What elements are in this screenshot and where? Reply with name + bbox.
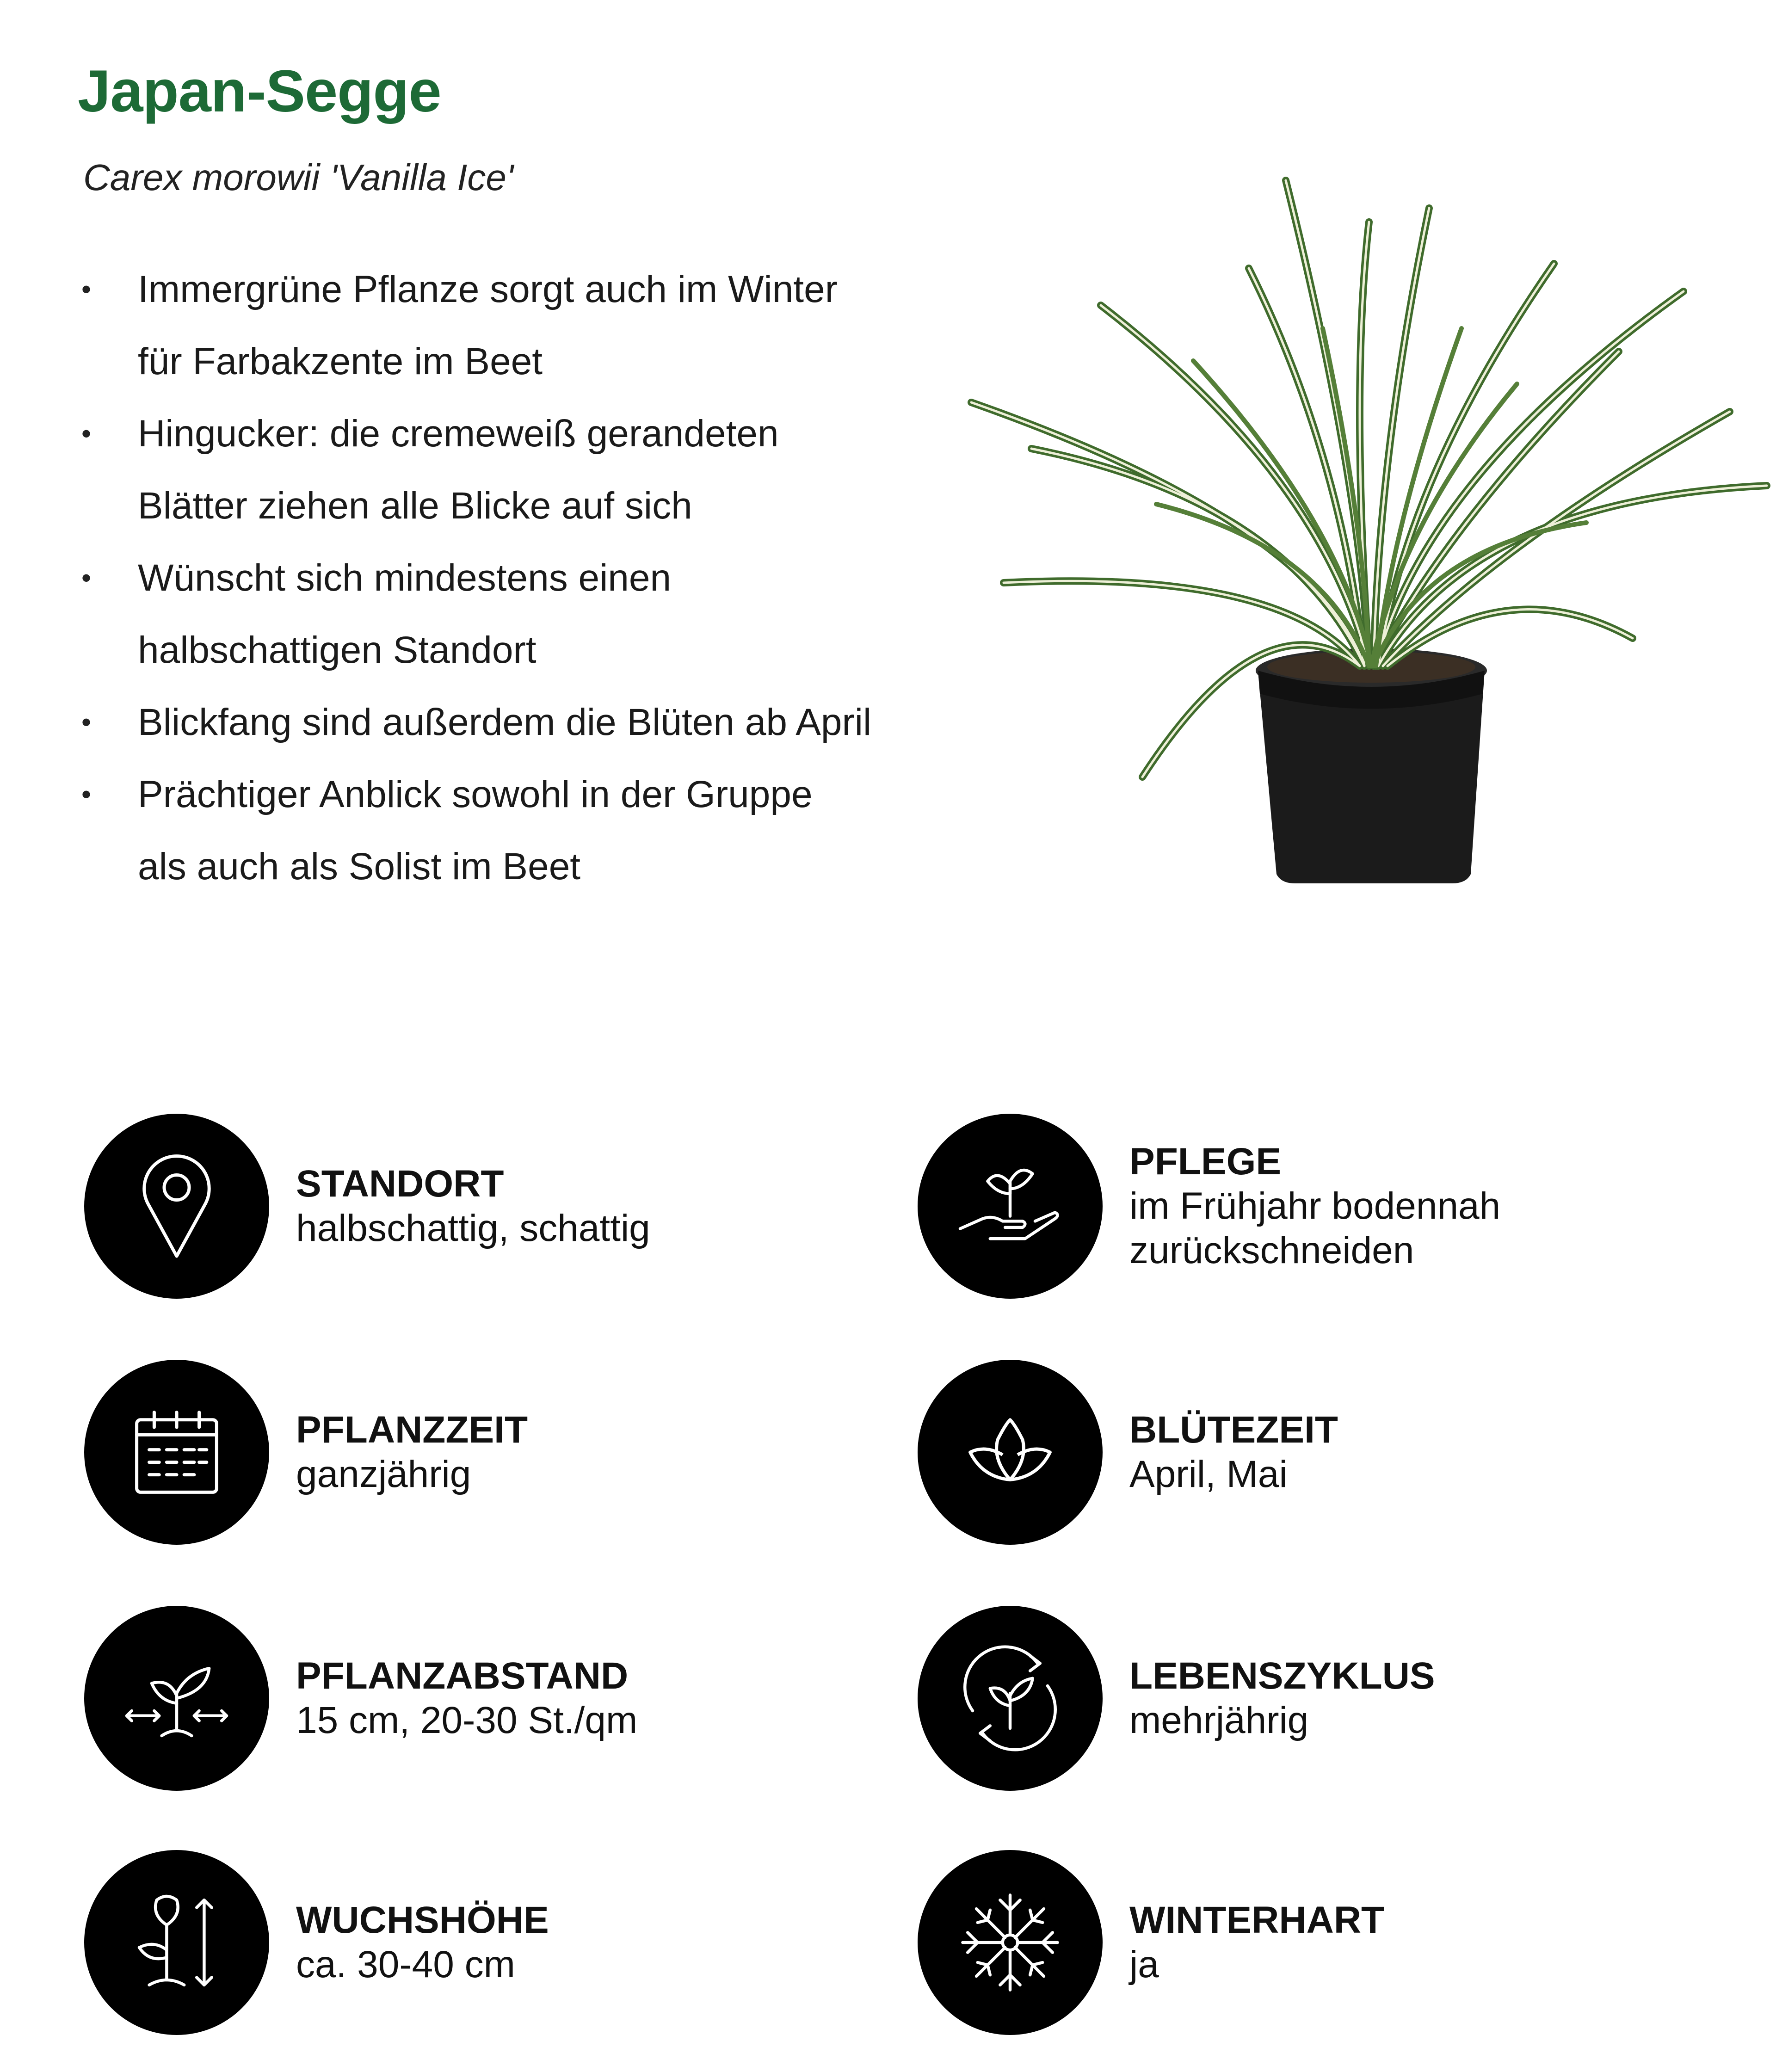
feature-value: ja [1129, 1943, 1159, 1986]
feature-label: WUCHSHÖHE [296, 1899, 549, 1941]
feature-standort [84, 1114, 870, 1299]
feature-value: halbschattig, schattig [296, 1207, 650, 1249]
feature-value: ganzjährig [296, 1453, 471, 1495]
feature-pflanzabstand [84, 1606, 870, 1791]
feature-label: STANDORT [296, 1163, 504, 1205]
lotus-flower-icon [918, 1360, 1103, 1545]
feature-label: BLÜTEZEIT [1129, 1409, 1338, 1451]
feature-label: WINTERHART [1129, 1899, 1385, 1941]
feature-label: PFLEGE [1129, 1141, 1282, 1183]
feature-value: mehrjährig [1129, 1699, 1309, 1741]
calendar-icon [84, 1360, 269, 1545]
product-image [962, 153, 1776, 888]
cycle-seedling-icon [918, 1606, 1103, 1791]
feature-wuchshoehe [84, 1850, 870, 2035]
bullet-item: • Prächtiger Anblick sowohl in der Gruppe als auch als Solist im Beet [78, 758, 956, 903]
bullet-dot: • [81, 274, 92, 305]
feature-pflege [918, 1114, 1704, 1299]
bullet-dot: • [81, 707, 92, 738]
product-title: Japan-Segge [78, 58, 441, 124]
feature-winterhart [918, 1850, 1704, 2035]
feature-value: 15 cm, 20-30 St./qm [296, 1699, 638, 1741]
feature-bullet-list [78, 253, 956, 903]
feature-value: ca. 30-40 cm [296, 1943, 515, 1986]
bullet-item: • Wünscht sich mindestens einen halbschattigen Standort [78, 542, 956, 686]
bullet-item: • Immergrüne Pflanze sorgt auch im Winter für Farbakzente im Beet [78, 253, 956, 398]
feature-bluetezeit [918, 1360, 1704, 1545]
plant-in-hand-icon [918, 1114, 1103, 1299]
bullet-dot: • [81, 418, 92, 449]
feature-value: im Frühjahr bodennah [1129, 1185, 1501, 1227]
bullet-dot: • [81, 779, 92, 810]
snowflake-icon [918, 1850, 1103, 2035]
feature-label: PFLANZZEIT [296, 1409, 528, 1451]
bullet-item: • Hingucker: die cremeweiß gerandeten Blätter ziehen alle Blicke auf sich [78, 398, 956, 542]
seedling-spacing-icon [84, 1606, 269, 1791]
feature-label: PFLANZABSTAND [296, 1655, 629, 1697]
feature-value: April, Mai [1129, 1453, 1288, 1495]
bullet-item: • Blickfang sind außerdem die Blüten ab April [78, 686, 956, 758]
feature-lebenszyklus [918, 1606, 1704, 1791]
feature-pflanzzeit [84, 1360, 870, 1545]
feature-label: LEBENSZYKLUS [1129, 1655, 1435, 1697]
feature-value: zurückschneiden [1129, 1229, 1414, 1271]
bullet-dot: • [81, 562, 92, 593]
botanical-name: Carex morowii 'Vanilla Ice' [83, 157, 514, 198]
plant-height-icon [84, 1850, 269, 2035]
location-pin-icon [84, 1114, 269, 1299]
